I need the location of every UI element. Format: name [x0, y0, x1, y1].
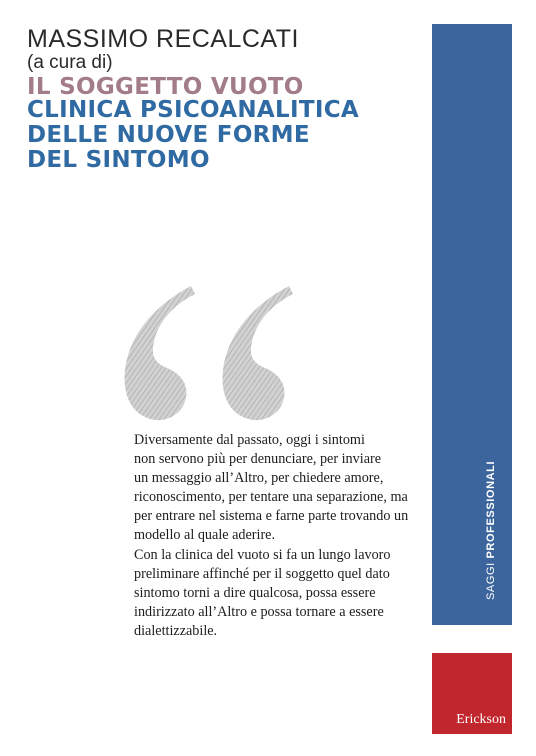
- blurb-line: indirizzato all’Altro e possa tornare a essere: [134, 603, 384, 620]
- author-name: MASSIMO RECALCATI: [27, 25, 299, 53]
- series-band: [432, 24, 512, 625]
- blurb-line: Con la clinica del vuoto si fa un lungo lavoro: [134, 546, 391, 563]
- subtitle-line: DELLE NUOVE FORME: [27, 122, 310, 148]
- back-cover-blurb: [134, 431, 434, 641]
- blurb-line: Diversamente dal passato, oggi i sintomi: [134, 432, 365, 448]
- blurb-line: riconoscimento, per tentare una separazione, ma: [134, 489, 408, 506]
- series-label: [485, 461, 497, 600]
- editor-note: (a cura di): [27, 52, 113, 73]
- publisher-logo: [432, 653, 512, 734]
- book-subtitle: [27, 98, 359, 173]
- series-prefix: SAGGI: [485, 562, 497, 600]
- quote-mark-icon: [121, 278, 321, 428]
- blurb-line: modello al quale aderire.: [134, 527, 276, 544]
- blurb-line: un messaggio all’Altro, per chiedere amore,: [134, 470, 384, 487]
- book-title: IL SOGGETTO VUOTO: [27, 74, 304, 100]
- subtitle-line: DEL SINTOMO: [27, 147, 210, 173]
- series-name: PROFESSIONALI: [485, 460, 497, 559]
- blurb-line: non servono più per denunciare, per inviare: [134, 451, 382, 468]
- blurb-line: preliminare affinché per il soggetto quel dato: [134, 565, 390, 582]
- blurb-line: dialettizzabile.: [134, 622, 218, 639]
- blurb-line: per entrare nel sistema e farne parte trovando un: [134, 508, 409, 525]
- subtitle-line: CLINICA PSICOANALITICA: [27, 97, 359, 123]
- publisher-name: Erickson: [456, 712, 506, 727]
- blurb-line: sintomo torni a dire qualcosa, possa essere: [134, 584, 376, 601]
